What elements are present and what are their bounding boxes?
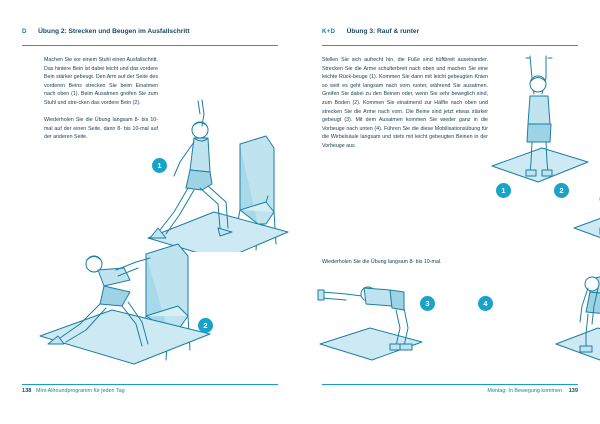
right-footer-text: Montag: In Bewegung kommen xyxy=(487,388,562,394)
illustration-lunge-reach-chair xyxy=(38,240,218,370)
step-marker-1: 1 xyxy=(152,158,167,173)
right-body-text xyxy=(322,56,488,151)
left-footer-text: Mini-Allroundprogramm für jeden Tag xyxy=(36,388,125,394)
left-footer-rule xyxy=(22,384,278,385)
left-header-rule xyxy=(22,45,278,46)
step-marker-4: 4 xyxy=(478,296,493,311)
right-header-badge: K+D xyxy=(322,28,336,35)
step-marker-3: 3 xyxy=(420,296,435,311)
illustration-forward-fold-2 xyxy=(554,274,600,374)
right-paragraph-1: Stellen Sie sich aufrecht hin, die Füße sind hüftbreit auseinander. Strecken Sie die Arme schulterbreit nach oben und machen Sie eine leichte Rück-beuge (1). Kommen Sie dann mit leicht gebeugten Knien so weit es geht langsam nach vorn runter, während Sie ausatmen. Greifen Sie dabei zu den Beinen oder, wenn Sie sehr beweglich sind, zum Boden (2). Kommen Sie einatmend zur Hälfte nach oben und strecken Sie die Arme nach vorn. Die Beine sind jetzt etwas stärker gebeugt (3). Mit dem Ausatmen kommen Sie wieder ganz in die Vorbeuge nach unten (4). Führen Sie die diese Mobilisationsübung für die Wirbelsäule langsam und stets mit leicht gebeugten Beinen in der Vorbeuge aus. xyxy=(322,57,488,149)
left-page-footer xyxy=(22,384,278,398)
right-page-header xyxy=(322,28,578,46)
left-paragraph-1: Machen Sie vor einem Stuhl einen Ausfallschritt. Das hintere Bein ist dabei leicht und das vordere Bein stärker gebeugt. Den Arm auf der Seite des vorderen Beins strecken Sie beim Einatmen nach oben (1). Beim Ausatmen greifen Sie zum Stuhl und stre-cken das vordere Bein (2). xyxy=(44,57,158,106)
right-header-title: Übung 3: Rauf & runter xyxy=(346,28,420,35)
step-marker-1: 1 xyxy=(496,183,511,198)
left-page-header xyxy=(22,28,278,46)
step-marker-2: 2 xyxy=(554,183,569,198)
left-paragraph-2: Wiederholen Sie die Übung langsam 8- bis 10-mal auf der einen Seite, dann 8- bis 10-mal auf der anderen Seite. xyxy=(44,117,158,141)
left-header-title: Übung 2: Strecken und Beugen im Ausfallschritt xyxy=(38,28,190,35)
illustration-half-lift xyxy=(316,274,426,374)
right-header-rule xyxy=(322,45,578,46)
left-header-badge: D xyxy=(22,28,27,35)
right-page-number: 139 xyxy=(568,388,578,394)
illustration-forward-fold xyxy=(572,150,600,260)
left-page-number: 138 xyxy=(22,388,32,394)
right-footer-rule xyxy=(322,384,578,385)
right-page xyxy=(300,0,600,424)
right-page-footer xyxy=(322,384,578,398)
step-marker-2: 2 xyxy=(198,318,213,333)
right-note-text: Wiederholen Sie die Übung langsam 8- bis 10-mal. xyxy=(322,259,442,265)
